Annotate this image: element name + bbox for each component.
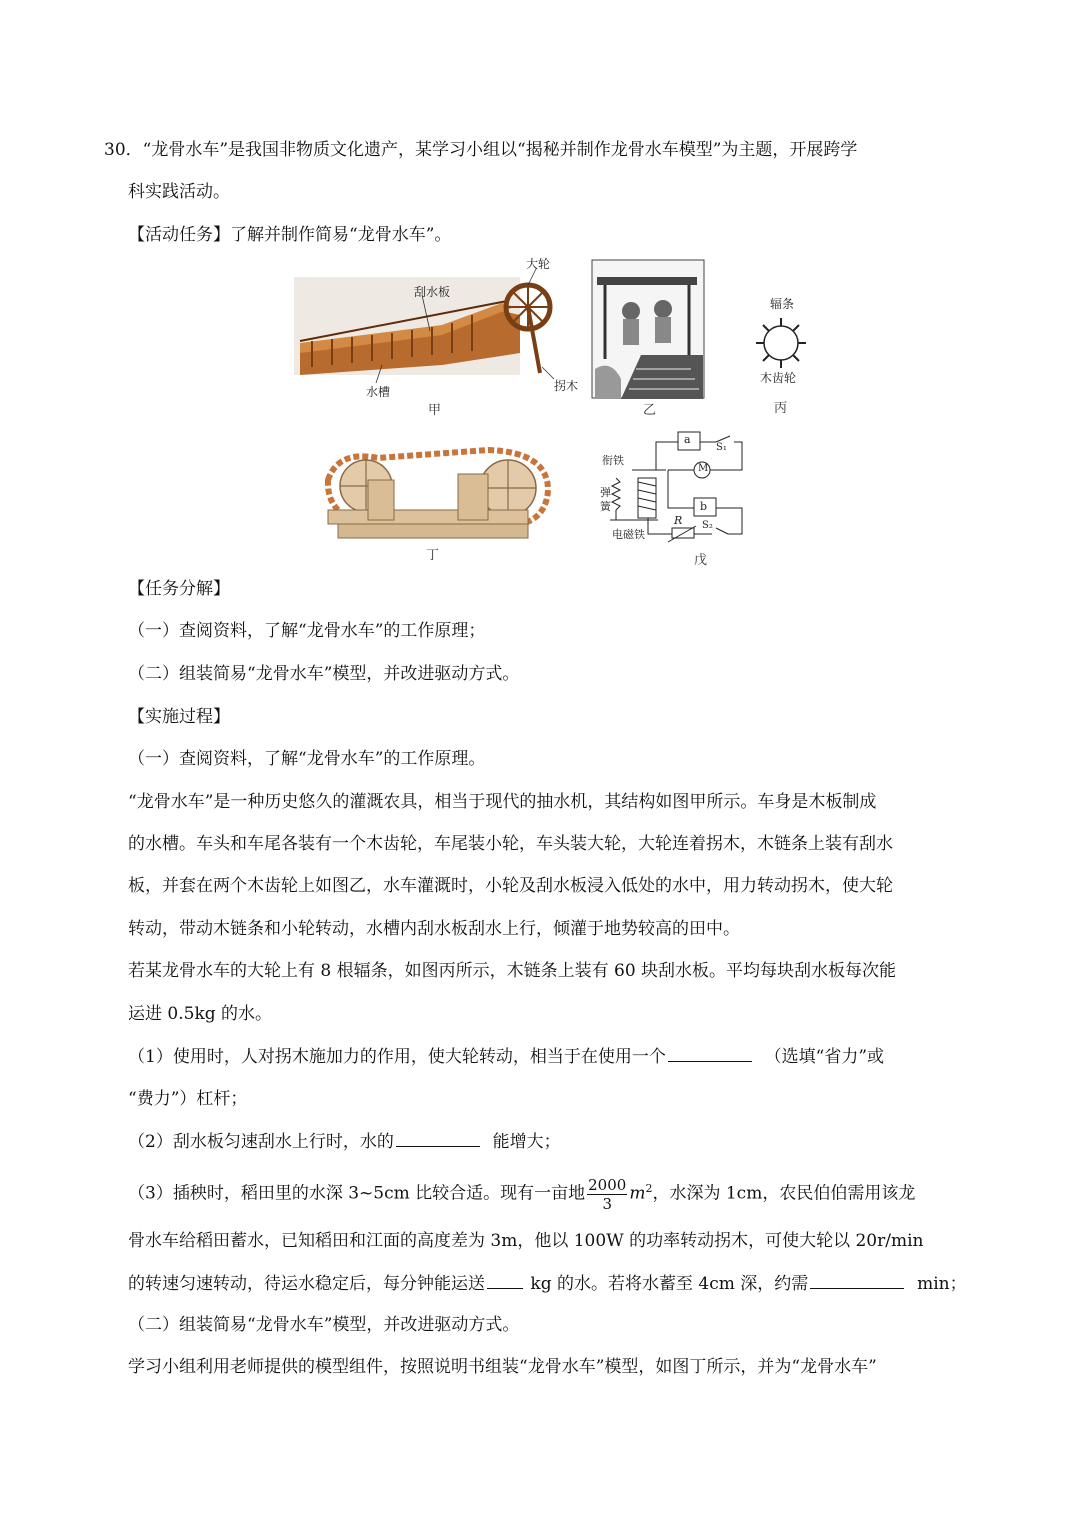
question-1-text: （1）使用时，人对拐木施加力的作用，使大轮转动，相当于在使用一个 [128, 1047, 666, 1067]
process-step-1: （一）查阅资料，了解“龙骨水车”的工作原理。 [128, 749, 486, 769]
task-breakdown-1: （一）查阅资料，了解“龙骨水车”的工作原理； [128, 621, 486, 641]
question-3-text-e: kg 的水。若将水蓄至 4cm 深，约需 [530, 1274, 809, 1294]
answer-blank-1[interactable] [668, 1045, 752, 1062]
caption-bing: 丙 [774, 401, 788, 416]
question-3-text-d: 的转速匀速转动，待运水稳定后，每分钟能运送 [128, 1274, 485, 1294]
question-3-line-2: 骨水车给稻田蓄水，已知稻田和江面的高度差为 3m，他以 100W 的功率转动拐木，可使大轮以 20r/min [128, 1231, 924, 1251]
label-dalun: 大轮 [526, 257, 551, 271]
paragraph-2-line-1: 若某龙骨水车的大轮上有 8 根辐条，如图丙所示，木链条上装有 60 块刮水板。平均每块刮水板每次能 [128, 961, 897, 981]
unit-m: m [629, 1183, 646, 1204]
fraction-denominator: 3 [602, 1194, 612, 1213]
process-step-2: （二）组装简易“龙骨水车”模型，并改进驱动方式。 [128, 1315, 520, 1335]
figure-jia [292, 255, 579, 418]
label-huang: 簧 [600, 500, 611, 513]
area-fraction [587, 1176, 627, 1213]
unit-exponent: 2 [645, 1182, 653, 1195]
paragraph-1-line-1: “龙骨水车”是一种历史悠久的灌溉农具，相当于现代的抽水机，其结构如图甲所示。车身是木板制成 [128, 792, 877, 812]
question-line-2: 科实践活动。 [128, 182, 230, 202]
task-breakdown-2: （二）组装简易“龙骨水车”模型，并改进驱动方式。 [128, 664, 520, 684]
figure-bing [744, 293, 824, 417]
question-1-choice: （选填“省力”或 [764, 1047, 885, 1067]
label-s2: S₂ [702, 520, 713, 531]
label-tan: 弹 [600, 486, 611, 499]
heading-process: 【实施过程】 [128, 707, 230, 727]
label-a: a [684, 433, 691, 446]
question-1 [128, 1045, 884, 1068]
question-3-text-f: min； [917, 1274, 967, 1294]
figure-yi [591, 259, 705, 419]
label-shuicao: 水槽 [366, 385, 391, 399]
caption-ding: 丁 [426, 548, 440, 563]
question-3 [128, 1166, 915, 1217]
question-3-text-b: ，水深为 1cm，农民伯伯需用该龙 [652, 1183, 916, 1204]
answer-blank-3[interactable] [487, 1272, 523, 1289]
label-chilun: 木齿轮 [760, 371, 797, 385]
paragraph-1-line-4: 转动，带动木链条和小轮转动，水槽内刮水板刮水上行，倾灌于地势较高的田中。 [128, 919, 740, 939]
caption-jia: 甲 [428, 403, 442, 418]
caption-yi: 乙 [643, 403, 657, 418]
paragraph-3: 学习小组利用老师提供的模型组件，按照说明书组装“龙骨水车”模型，如图丁所示，并为“龙骨水车” [128, 1357, 877, 1377]
label-xiantie: 衔铁 [602, 454, 624, 467]
answer-blank-2[interactable] [396, 1130, 480, 1147]
label-fu: 辐条 [770, 297, 795, 311]
label-diancitie: 电磁铁 [612, 528, 645, 541]
label-guaimu: 拐木 [554, 379, 579, 393]
question-3-line-3 [128, 1272, 967, 1295]
fraction-numerator: 2000 [588, 1175, 627, 1194]
label-b: b [700, 500, 708, 513]
answer-blank-4[interactable] [810, 1272, 904, 1289]
figure-ding [318, 440, 558, 570]
heading-task-breakdown: 【任务分解】 [128, 579, 230, 599]
question-1-end: “费力”）杠杆； [128, 1089, 248, 1109]
model-photo [318, 440, 558, 540]
caption-wu: 戊 [694, 553, 708, 568]
label-m: M [698, 463, 709, 474]
activity-task: 【活动任务】了解并制作简易“龙骨水车”。 [128, 225, 452, 245]
paragraph-2-line-2: 运进 0.5kg 的水。 [128, 1004, 273, 1024]
question-line-1: 30．“龙骨水车”是我国非物质文化遗产，某学习小组以“揭秘并制作龙骨水车模型”为主题，开展跨学 [104, 140, 858, 160]
paragraph-1-line-2: 的水槽。车头和车尾各装有一个木齿轮，车尾装小轮，车头装大轮，大轮连着拐木，木链条上装有刮水 [128, 834, 893, 854]
question-2-text: （2）刮水板匀速刮水上行时，水的 [128, 1132, 394, 1152]
label-s1: S₁ [716, 442, 727, 453]
figure-wu [598, 428, 750, 570]
engraving-illustration [591, 259, 705, 399]
paragraph-1-line-3: 板，并套在两个木齿轮上如图乙，水车灌溉时，小轮及刮水板浸入低处的水中，用力转动拐木，使大轮 [128, 876, 893, 896]
label-guabanban: 刮水板 [414, 285, 451, 299]
question-2 [128, 1130, 561, 1153]
water-wheel-photo [292, 255, 562, 415]
question-2-end: 能增大； [492, 1132, 561, 1152]
label-r: R [674, 514, 683, 527]
question-3-text: （3）插秧时，稻田里的水深 3~5cm 比较合适。现有一亩地 [128, 1183, 586, 1204]
